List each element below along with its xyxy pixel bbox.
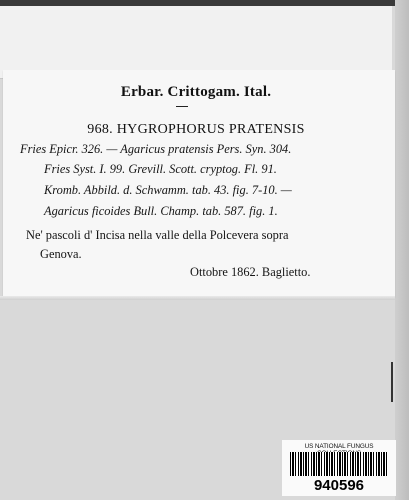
locality-line-1: Ne' pascoli d' Incisa nella valle della Polcevera sopra [26, 228, 289, 242]
reference-line-1: Fries Epicr. 326. — Agaricus pratensis Pers. Syn. 304. [20, 142, 292, 156]
collection-name: US NATIONAL FUNGUS [304, 443, 374, 450]
species-name: 968. HYGROPHORUS PRATENSIS [87, 122, 305, 137]
sheet-edge [395, 0, 409, 500]
reference-line-3: Kromb. Abbild. d. Schwamm. tab. 43. fig. 7-10. — [44, 183, 292, 197]
barcode-label [282, 440, 396, 496]
sheet-mark [391, 362, 393, 402]
header-divider [176, 106, 188, 107]
barcode-bars [290, 452, 388, 476]
label-header: Erbar. Crittogam. Ital. [120, 84, 272, 100]
reference-line-2: Fries Syst. I. 99. Grevill. Scott. cryptog. Fl. 91. [44, 162, 277, 176]
locality-line-2: Genova. [40, 247, 82, 261]
date-collector: Ottobre 1862. Baglietto. [190, 265, 311, 279]
catalog-number: 940596 [313, 477, 365, 494]
reference-line-4: Agaricus ficoides Bull. Champ. tab. 587. fig. 1. [44, 204, 278, 218]
packet-fold [0, 296, 395, 300]
packet-flap [0, 6, 392, 79]
